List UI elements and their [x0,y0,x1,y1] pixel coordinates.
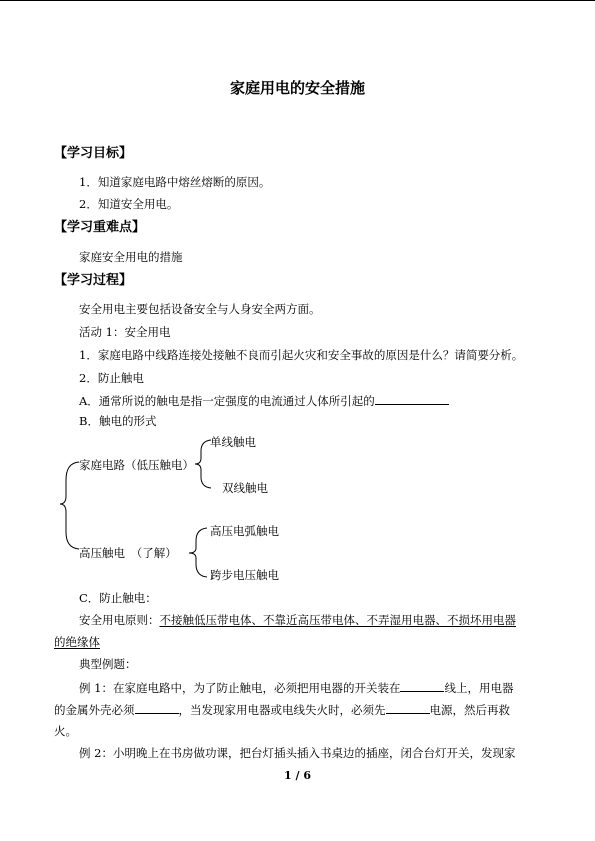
example-1-part-c: 的金属外壳必须 [54,703,135,717]
tree-single-line: 单线触电 [210,435,256,449]
answer-blank [375,392,449,405]
answer-blank [400,679,444,692]
heading-key-points: 【学习重难点】 [54,220,146,235]
goal-1: 1．知道家庭电路中熔丝熔断的原因。 [79,175,271,189]
page-title: 家庭用电的安全措施 [229,79,365,97]
question-b: B．触电的形式 [79,414,157,428]
principle-text-1: 不接触低压带电体、不靠近高压带电体、不弄湿用电器、不损坏用电器 [159,613,516,627]
intro-text: 安全用电主要包括设备安全与人身安全两方面。 [79,302,321,316]
example-1-line-2 [54,701,510,718]
principle-line-2: 的绝缘体 [54,635,100,649]
answer-blank [386,701,430,714]
question-a [79,392,449,409]
key-points-text: 家庭安全用电的措施 [79,250,183,264]
question-1: 1．家庭电路中线路连接处接触不良而引起火灾和安全事故的原因是什么？请简要分析。 [79,348,524,362]
tree-step-voltage: 跨步电压触电 [210,568,279,582]
question-c: C．防止触电： [79,591,157,605]
high-voltage-brace [189,528,207,577]
tree-arc: 高压电弧触电 [210,524,279,538]
example-1-part-a: 例 1：在家庭电路中，为了防止触电，必须把用电器的开关装在 [79,681,401,695]
principle-line-1 [79,612,516,628]
tree-high-voltage: 高压触电 （了解） [79,546,177,560]
heading-learning-goals: 【学习目标】 [54,146,133,161]
goal-2: 2．知道安全用电。 [79,197,179,211]
top-rule [0,0,595,1]
page-number: 1 / 6 [284,769,311,782]
home-brace [195,440,211,488]
question-a-text: A．通常所说的触电是指一定强度的电流通过人体所引起的 [79,394,375,408]
activity-1: 活动 1：安全用电 [79,325,171,339]
example-1-part-d: ，当发现家用电器或电线失火时，必须先 [178,703,386,717]
example-1-line-1 [79,679,513,696]
example-1-line-3: 火。 [54,724,77,738]
example-2-line-1: 例 2：小明晚上在书房做功课，把台灯插头插入书桌边的插座，闭合台灯开关，发现家 [79,746,516,760]
principle-label: 安全用电原则： [79,613,160,627]
tree-home-circuit: 家庭电路（低压触电） [79,458,194,472]
question-2: 2．防止触电 [79,371,144,385]
example-1-part-e: 电源，然后再救 [429,703,510,717]
examples-label: 典型例题： [79,657,137,671]
heading-learning-process: 【学习过程】 [54,273,133,288]
answer-blank [135,701,179,714]
tree-double-line: 双线触电 [222,481,268,495]
outer-brace [60,462,79,549]
example-1-part-b: 线上，用电器 [444,681,514,695]
